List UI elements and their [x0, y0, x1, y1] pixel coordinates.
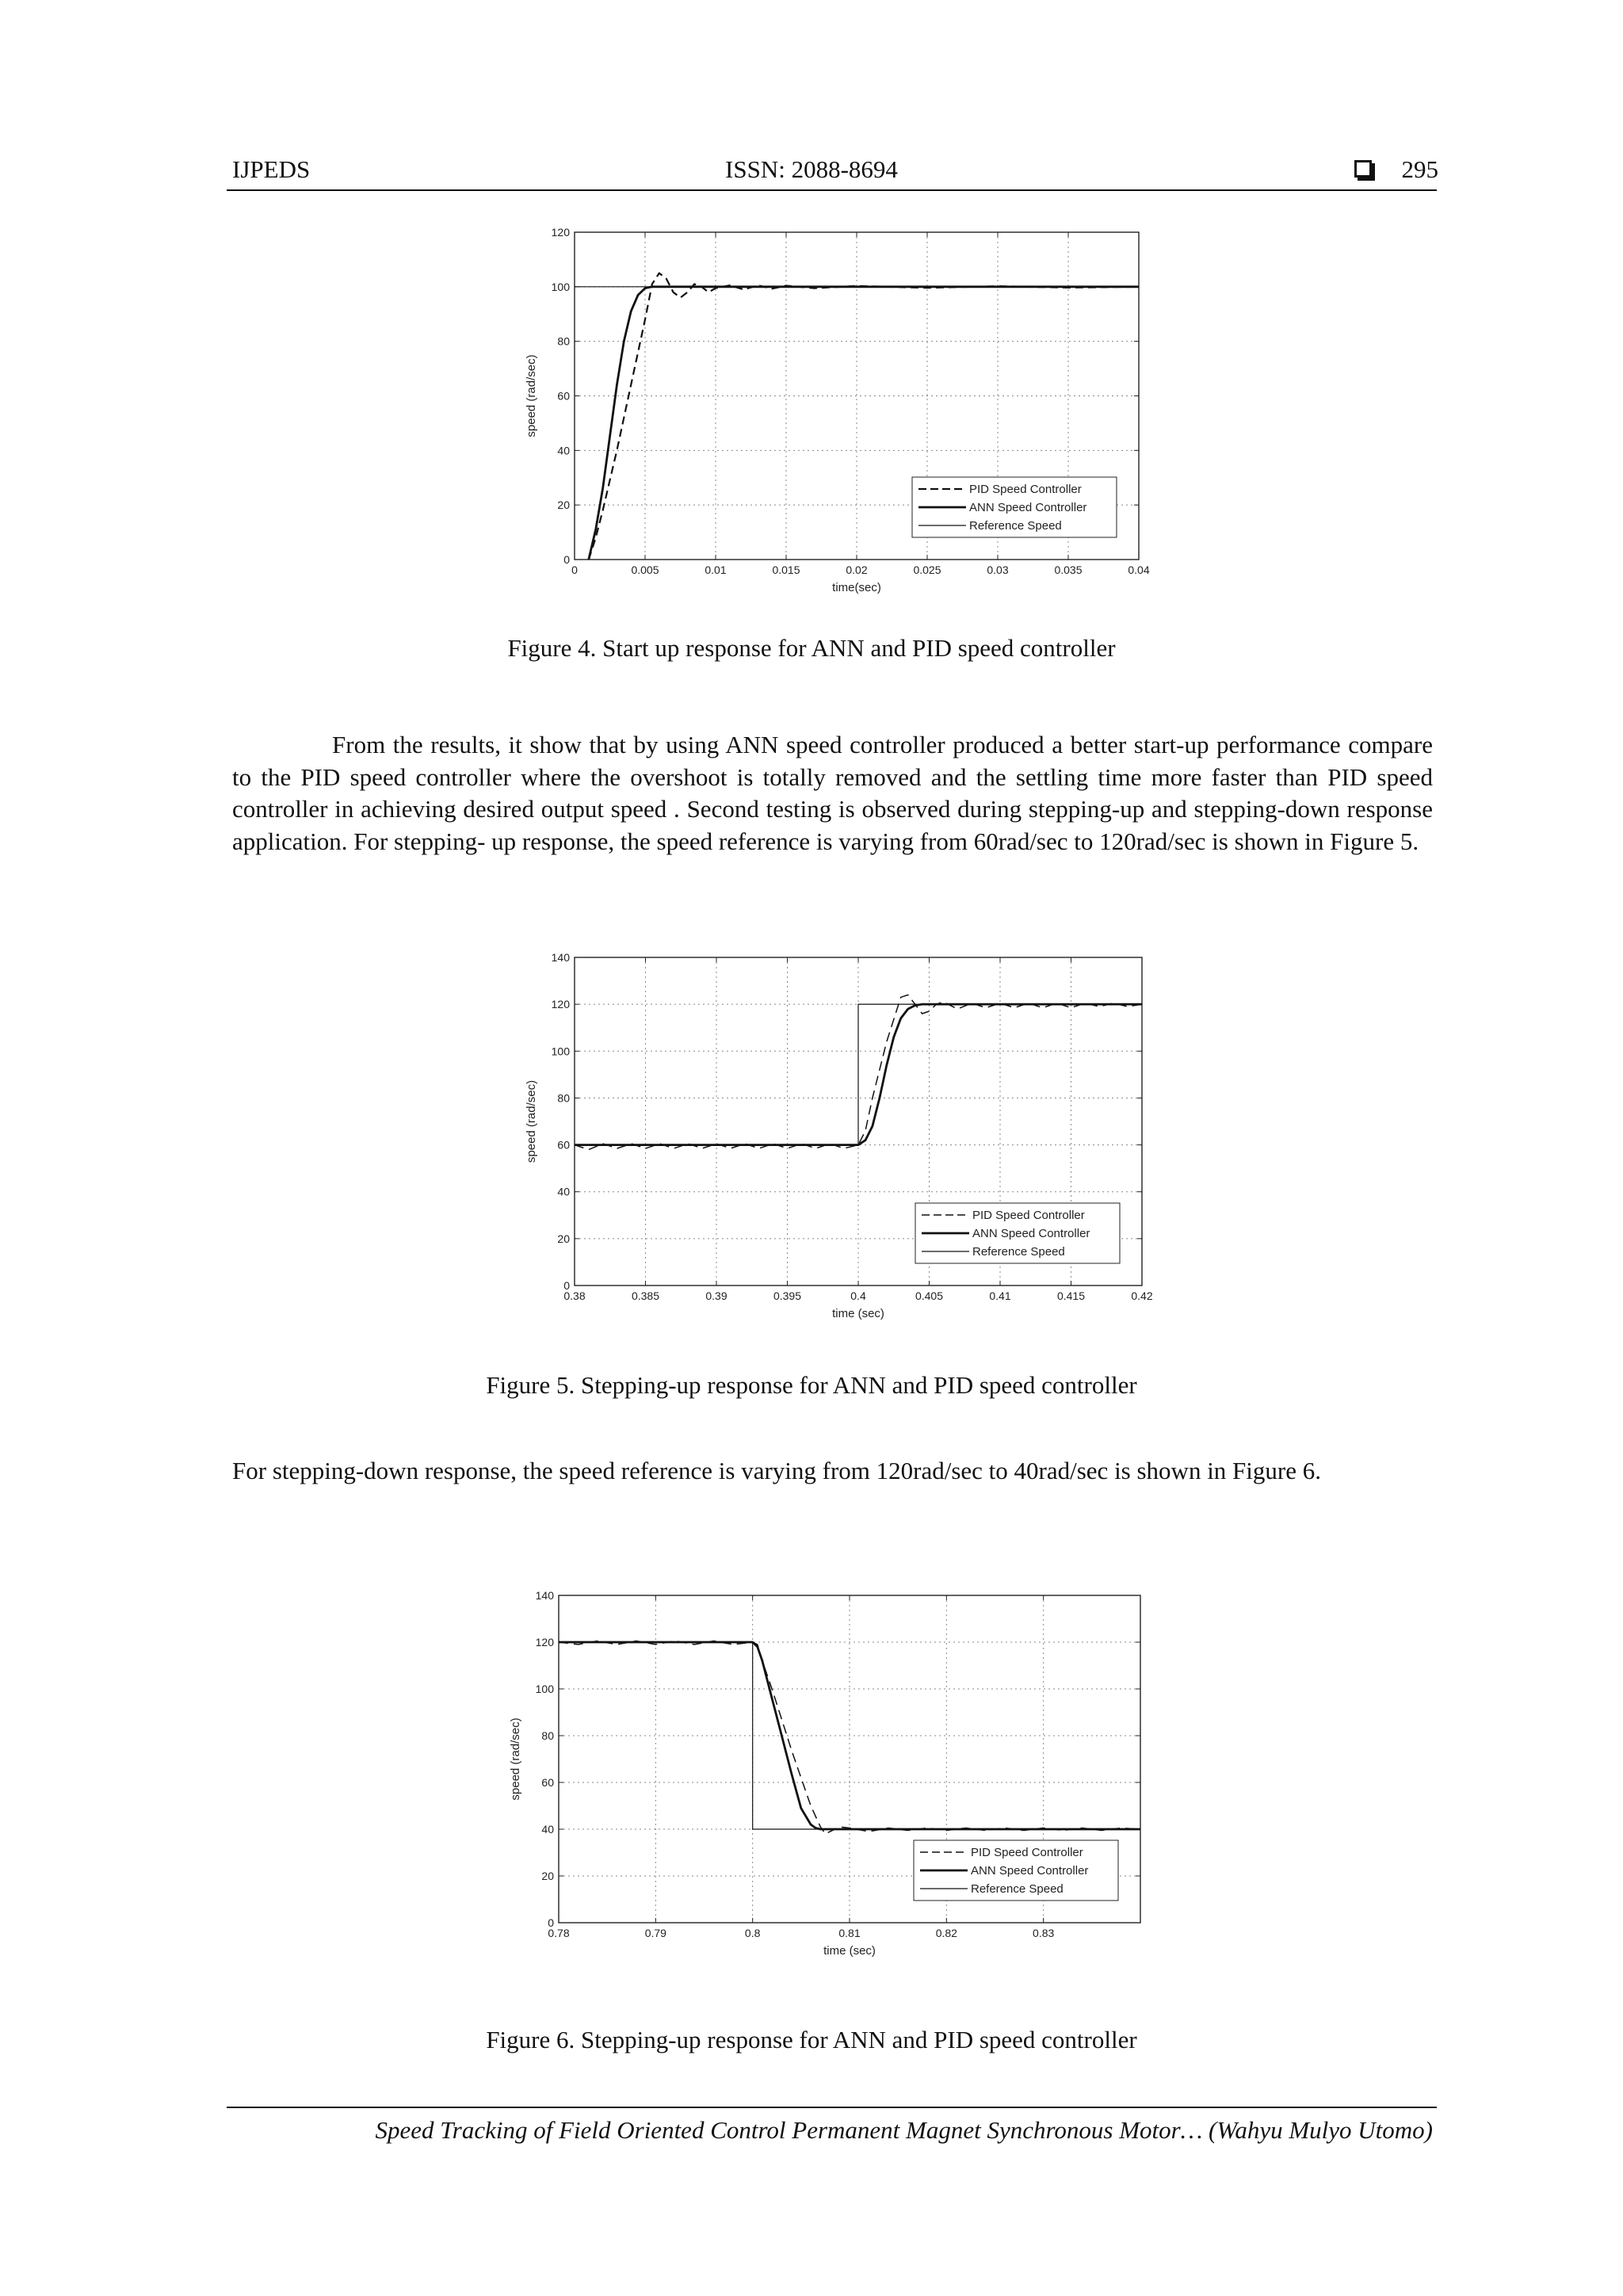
x-tick-label: 0.42	[1131, 1289, 1153, 1302]
figure-5-chart	[507, 946, 1157, 1342]
y-tick-label: 120	[551, 226, 570, 239]
body-paragraph-2: For stepping-down response, the speed reference is varying from 120rad/sec to 40rad/sec is shown in Figure 6.	[232, 1457, 1321, 1484]
legend-label: Reference Speed	[971, 1882, 1064, 1896]
x-tick-label: 0.005	[631, 563, 659, 576]
chart-svg	[507, 222, 1157, 602]
x-tick-label: 0.01	[705, 563, 727, 576]
y-tick-label: 100	[551, 1045, 570, 1058]
x-tick-label: 0.415	[1056, 1289, 1086, 1302]
reference-speed-line	[575, 1004, 1142, 1145]
running-header-page	[1354, 155, 1439, 184]
x-tick-label: 0.82	[935, 1927, 957, 1939]
legend-label: ANN Speed Controller	[971, 1864, 1089, 1878]
x-tick-label: 0.035	[1054, 563, 1083, 576]
y-tick-label: 100	[551, 280, 570, 293]
checkbox-square-icon	[1354, 160, 1372, 178]
y-tick-label: 40	[541, 1823, 554, 1836]
body-paragraph-1: From the results, it show that by using ANN speed controller produced a better start-up performance compare to the PID speed controller where the overshoot is totally removed and the settling time more faster than PID speed controller in achieving desired output speed . Second testing is observed during stepping-up and stepping-down response application. For stepping- up response, the speed reference is varying from 60rad/sec to 120rad/sec is shown in Figure 5.	[232, 731, 1433, 855]
running-header-journal: IJPEDS	[232, 155, 311, 183]
x-axis-label: time (sec)	[832, 1307, 884, 1320]
figure-4-chart	[507, 222, 1157, 602]
y-tick-label: 100	[535, 1683, 554, 1695]
y-tick-label: 20	[541, 1870, 554, 1882]
legend-label: ANN Speed Controller	[969, 501, 1087, 514]
x-tick-label: 0	[571, 563, 578, 576]
running-header-issn: ISSN: 2088-8694	[725, 155, 898, 183]
y-tick-label: 80	[557, 1091, 570, 1105]
y-tick-label: 80	[557, 334, 570, 348]
y-tick-label: 120	[551, 998, 570, 1011]
y-tick-label: 140	[535, 1589, 554, 1602]
x-axis-label: time(sec)	[832, 581, 881, 594]
y-axis-label: speed (rad/sec)	[525, 354, 538, 437]
y-tick-label: 0	[548, 1916, 554, 1929]
x-tick-label: 0.41	[989, 1289, 1011, 1302]
chart-svg	[507, 946, 1157, 1342]
legend-label: PID Speed Controller	[969, 483, 1082, 496]
x-tick-label: 0.015	[772, 563, 800, 576]
figure-6-chart	[491, 1584, 1157, 1988]
x-tick-label: 0.39	[705, 1289, 727, 1302]
y-tick-label: 140	[551, 951, 570, 964]
figure-4-caption: Figure 4. Start up response for ANN and PID speed controller	[507, 634, 1116, 662]
y-tick-label: 60	[541, 1776, 554, 1789]
y-tick-label: 60	[557, 389, 570, 403]
chart-svg	[491, 1584, 1157, 1988]
x-axis-label: time (sec)	[823, 1944, 876, 1958]
x-tick-label: 0.78	[548, 1927, 570, 1939]
y-tick-label: 80	[541, 1729, 554, 1742]
y-tick-label: 40	[557, 1185, 570, 1198]
x-tick-label: 0.385	[631, 1289, 660, 1302]
figure-6-caption: Figure 6. Stepping-up response for ANN and PID speed controller	[486, 2026, 1137, 2053]
x-tick-label: 0.79	[644, 1927, 666, 1939]
x-tick-label: 0.04	[1128, 563, 1150, 576]
figure-5-caption: Figure 5. Stepping-up response for ANN and PID speed controller	[486, 1371, 1137, 1399]
footer-rule	[227, 2107, 1437, 2108]
legend-label: Reference Speed	[972, 1245, 1065, 1259]
x-tick-label: 0.81	[838, 1927, 861, 1939]
legend-label: Reference Speed	[969, 519, 1062, 533]
y-tick-label: 20	[557, 499, 570, 512]
x-tick-label: 0.395	[773, 1289, 802, 1302]
y-tick-label: 0	[563, 1279, 570, 1292]
running-footer: Speed Tracking of Field Oriented Control Permanent Magnet Synchronous Motor… (Wahyu Mulyo Utomo)	[375, 2116, 1433, 2144]
y-tick-label: 0	[563, 553, 570, 566]
y-tick-label: 20	[557, 1232, 570, 1245]
y-tick-label: 40	[557, 444, 570, 457]
y-tick-label: 120	[535, 1636, 554, 1648]
x-tick-label: 0.03	[987, 563, 1009, 576]
legend-label: PID Speed Controller	[971, 1846, 1083, 1859]
page-number: 295	[1401, 155, 1438, 183]
header-rule	[227, 189, 1437, 191]
x-tick-label: 0.4	[850, 1289, 866, 1302]
x-tick-label: 0.405	[915, 1289, 944, 1302]
y-tick-label: 60	[557, 1138, 570, 1152]
x-tick-label: 0.02	[846, 563, 868, 576]
legend-label: PID Speed Controller	[972, 1209, 1085, 1222]
x-tick-label: 0.38	[563, 1289, 586, 1302]
x-tick-label: 0.025	[913, 563, 941, 576]
x-tick-label: 0.8	[744, 1927, 761, 1939]
y-axis-label: speed (rad/sec)	[525, 1079, 538, 1163]
y-axis-label: speed (rad/sec)	[509, 1717, 522, 1801]
legend-label: ANN Speed Controller	[972, 1227, 1090, 1240]
x-tick-label: 0.83	[1033, 1927, 1055, 1939]
